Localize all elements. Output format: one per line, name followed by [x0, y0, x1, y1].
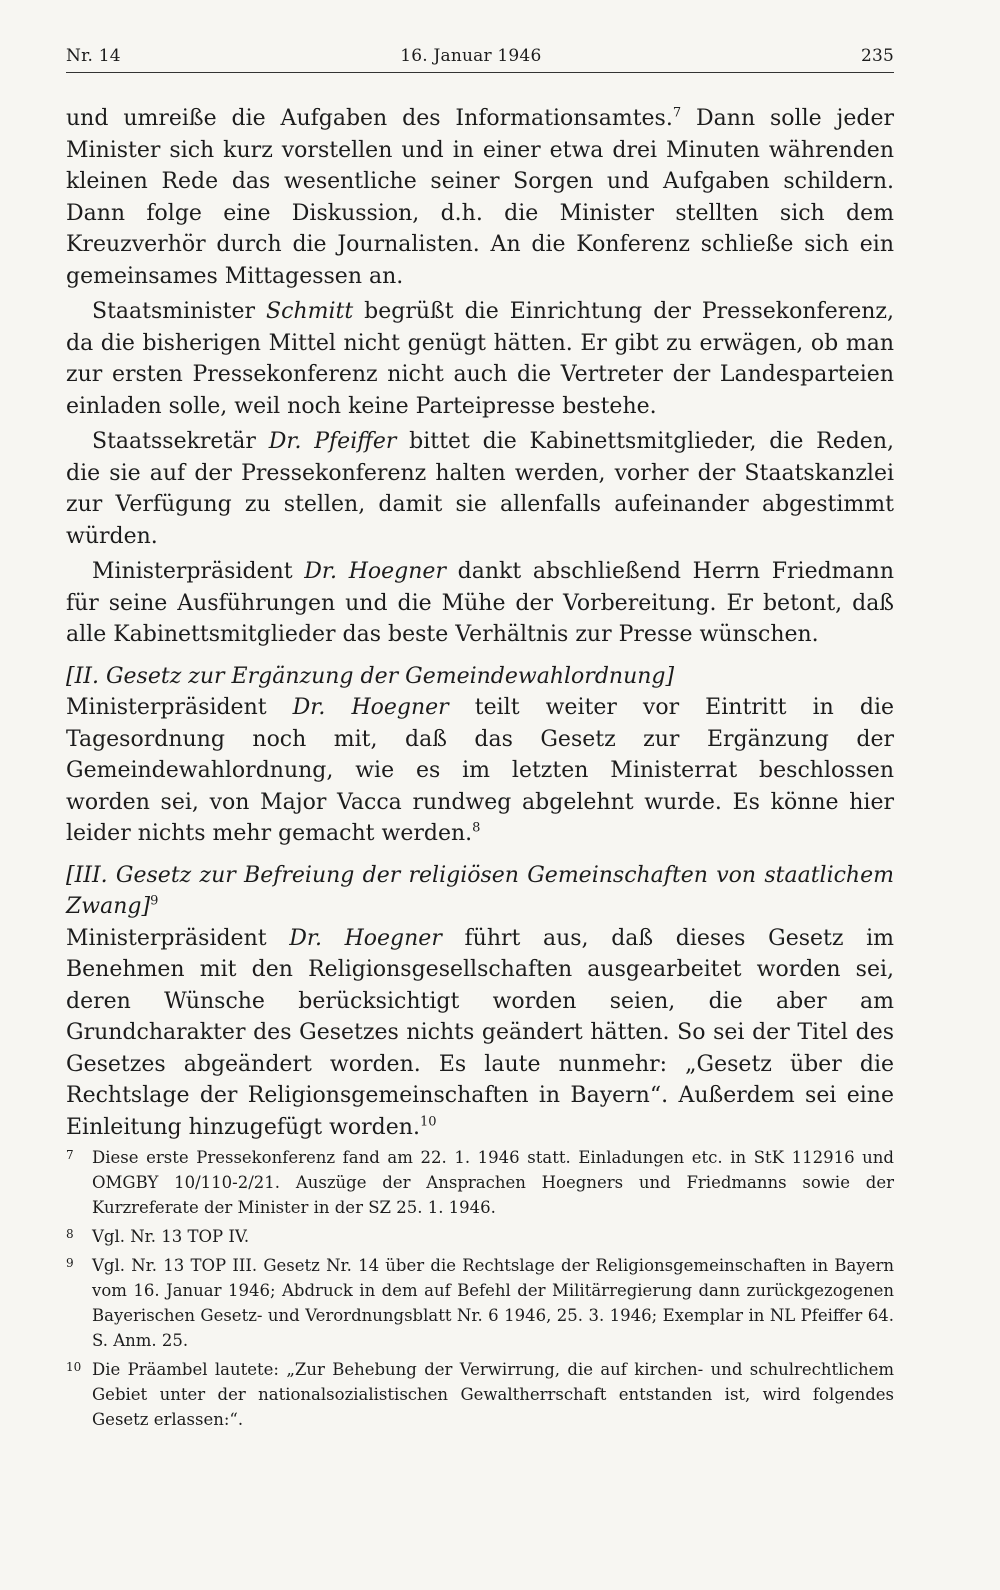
running-header: [66, 46, 894, 73]
paragraph-text: Ministerpräsident: [92, 559, 305, 584]
footnote-text: Diese erste Pressekonferenz fand am 22. 1. 1946 statt. Einladungen etc. in StK 112916 und OMGBY 10/110-2/21. Auszüge der Ansprachen Hoegners und Friedmanns sowie der Kurzreferate der Minister in der SZ 25. 1. 1946.: [92, 1148, 894, 1217]
footnote-7: [66, 1145, 894, 1220]
footnote-10: [66, 1357, 894, 1432]
paragraph-text: Ministerpräsident: [66, 695, 293, 720]
paragraph-text: und umreiße die Aufgaben des Informationsamtes.: [66, 106, 673, 131]
footnote-number: 10: [66, 1360, 82, 1374]
paragraph-text: Staatsminister: [92, 299, 267, 324]
paragraph-text: teilt weiter vor Eintritt in die Tagesordnung noch mit, daß das Gesetz zur Ergänzung der Gemeindewahlordnung, wie es im letzten Ministerrat beschlossen worden sei, von Major Vacca rundweg abgelehnt wurde. Es könne hier leider nichts mehr gemacht werden.: [66, 695, 894, 846]
footnote-ref-10[interactable]: 10: [419, 1114, 437, 1130]
footnotes: [66, 1145, 894, 1436]
footnote-number: 9: [66, 1256, 74, 1270]
page-number: 235: [860, 46, 894, 66]
paragraph-text: begrüßt die Einrichtung der Pressekonferenz, da die bisherigen Mittel nicht genügt hätten. Er gibt zu erwägen, ob man zur ersten Pressekonferenz nicht auch die Vertreter der Landesparteien einladen solle, weil noch keine Parteipresse bestehe.: [66, 299, 894, 419]
body-text: [66, 103, 894, 1143]
paragraph-4: [66, 556, 894, 651]
bracket-open: [: [66, 663, 75, 689]
speaker-name: Dr. Pfeiffer: [268, 429, 397, 454]
footnote-text: Die Präambel lautete: „Zur Behebung der Verwirrung, die auf kirchen- und schulrechtlichem Gebiet unter der nationalsozialistischen Gewaltherrschaft entstanden ist, wird folgendes Gesetz erlassen:“.: [92, 1360, 894, 1429]
footnote-text: Vgl. Nr. 13 TOP IV.: [92, 1227, 250, 1246]
footnote-9: [66, 1253, 894, 1353]
footnote-number: 7: [66, 1148, 74, 1162]
paragraph-2: [66, 296, 894, 422]
paragraph-text: führt aus, daß dieses Gesetz im Benehmen mit den Religionsgesellschaften ausgearbeitet worden sei, deren Wünsche berücksichtigt worden seien, die aber am Grundcharakter des Gesetzes nichts geändert hätten. So sei der Titel des Gesetzes abgeändert worden. Es laute nunmehr: „Gesetz über die Rechtslage der Religionsgemeinschaften in Bayern“. Außerdem sei eine Einleitung hinzugefügt worden.: [66, 925, 894, 1140]
paragraph-6: [66, 923, 894, 1144]
bracket-close: ]: [665, 663, 675, 689]
footnote-ref-9[interactable]: 9: [150, 893, 159, 909]
speaker-name: Schmitt: [266, 299, 354, 324]
paragraph-text: dankt abschließend Herrn Friedmann für seine Ausführungen und die Mühe der Vorbereitung. Er betont, daß alle Kabinettsmitglieder das beste Verhältnis zur Presse wünschen.: [66, 559, 894, 647]
paragraph-5: [66, 692, 894, 850]
bracket-close: ]: [141, 894, 151, 919]
paragraph-1: [66, 103, 894, 292]
paragraph-text: Dann solle jeder Minister sich kurz vorstellen und in einer etwa drei Minuten währenden kleinen Rede das wesentliche seiner Sorgen und Aufgaben schildern. Dann folge eine Diskussion, d.h. die Minister stellten sich dem Kreuzverhör durch die Journalisten. An die Konferenz schließe sich ein gemeinsames Mittagessen an.: [66, 106, 894, 289]
speaker-name: Dr. Hoegner: [289, 925, 442, 951]
section-heading-iii: [66, 860, 894, 923]
paragraph-text: bittet die Kabinettsmitglieder, die Reden, die sie auf der Pressekonferenz halten werden, vorher der Staatskanzlei zur Verfügung zu stellen, damit sie allenfalls aufeinander abgestimmt würden.: [66, 429, 894, 549]
bracket-open: [: [66, 862, 75, 888]
footnote-ref-7[interactable]: 7: [672, 105, 682, 121]
section-heading-ii: [66, 661, 894, 693]
paragraph-text: Staatssekretär: [92, 429, 269, 454]
section-title: III. Gesetz zur Befreiung der religiösen Gemeinschaften von staatlichem Zwang: [66, 862, 894, 919]
header-date: 16. Januar 1946: [400, 46, 542, 66]
footnote-number: 8: [66, 1227, 74, 1241]
header-issue-number: Nr. 14: [66, 46, 121, 66]
footnote-text: Vgl. Nr. 13 TOP III. Gesetz Nr. 14 über die Rechtslage der Religionsgemeinschaften in Bayern vom 16. Januar 1946; Abdruck in dem auf Befehl der Militärregierung dann zurückgezogenen Bayerischen Gesetz- und Verordnungsblatt Nr. 6 1946, 25. 3. 1946; Exemplar in NL Pfeiffer 64. S. Anm. 25.: [92, 1256, 894, 1350]
footnote-ref-8[interactable]: 8: [472, 820, 481, 836]
speaker-name: Dr. Hoegner: [292, 695, 449, 720]
paragraph-3: [66, 426, 894, 552]
section-title: II. Gesetz zur Ergänzung der Gemeindewahlordnung: [74, 663, 666, 689]
page: [66, 46, 894, 1143]
paragraph-text: Ministerpräsident: [66, 925, 290, 951]
footnote-8: [66, 1224, 894, 1249]
speaker-name: Dr. Hoegner: [304, 559, 446, 584]
